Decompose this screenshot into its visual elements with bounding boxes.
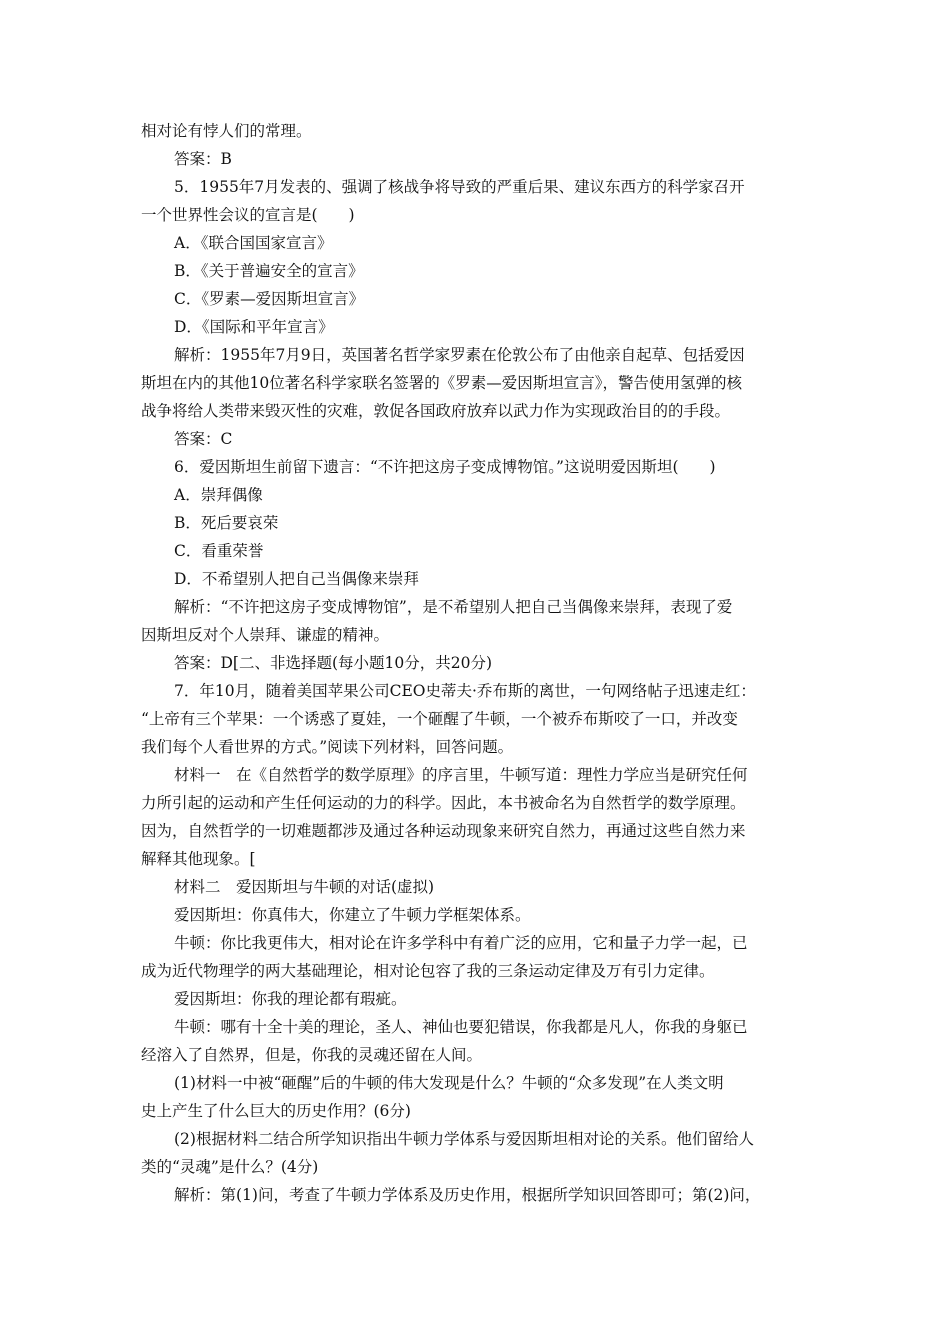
answer-line: 答案：B [174,150,232,168]
option-line: A．《联合国国家宣言》 [174,234,333,252]
text-line: 解释其他现象。[ [141,850,256,868]
question-line: 7．年10月，随着美国苹果公司CEO史蒂夫·乔布斯的离世，一句网络帖子迅速走红： [174,682,756,700]
text-line: 史上产生了什么巨大的历史作用？(6分) [141,1102,411,1120]
text-line: 经溶入了自然界，但是，你我的灵魂还留在人间。 [141,1046,483,1064]
answer-line: 答案：C [174,430,233,448]
material-line: 材料一 在《自然哲学的数学原理》的序言里，牛顿写道：理性力学应当是研究任何 [174,766,748,784]
dialogue-line: 牛顿：哪有十全十美的理论，圣人、神仙也要犯错误，你我都是凡人，你我的身躯已 [174,1018,748,1036]
text-line: 战争将给人类带来毁灭性的灾难，敦促各国政府放弃以武力作为实现政治目的的手段。 [141,402,731,420]
sub-question-line: (2)根据材料二结合所学知识指出牛顿力学体系与爱因斯坦相对论的关系。他们留给人 [174,1130,754,1148]
text-line: 相对论有悖人们的常理。 [141,122,312,140]
dialogue-line: 爱因斯坦：你我的理论都有瑕疵。 [174,990,407,1008]
option-line: C．看重荣誉 [174,542,264,560]
text-line: 因为，自然哲学的一切难题都涉及通过各种运动现象来研究自然力，再通过这些自然力来 [141,822,746,840]
material-line: 材料二 爱因斯坦与牛顿的对话(虚拟) [174,878,435,896]
question-line: 6．爱因斯坦生前留下遗言：“不许把这房子变成博物馆。”这说明爱因斯坦( ) [174,458,716,476]
analysis-line: 解析：第(1)问，考查了牛顿力学体系及历史作用，根据所学知识回答即可；第(2)问， [174,1186,761,1204]
option-line: D．不希望别人把自己当偶像来崇拜 [174,570,419,588]
dialogue-line: 牛顿：你比我更伟大，相对论在许多学科中有着广泛的应用，它和量子力学一起，已 [174,934,748,952]
option-line: D．《国际和平年宣言》 [174,318,334,336]
analysis-line: 解析：1955年7月9日，英国著名哲学家罗素在伦敦公布了由他亲自起草、包括爱因 [174,346,745,364]
option-line: A．崇拜偶像 [174,486,263,504]
text-line: 一个世界性会议的宣言是( ) [141,206,355,224]
text-line: 类的“灵魂”是什么？(4分) [141,1158,319,1176]
text-line: 因斯坦反对个人崇拜、谦虚的精神。 [141,626,390,644]
answer-line: 答案：D[二、非选择题(每小题10分，共20分) [174,654,493,672]
text-line: 斯坦在内的其他10位著名科学家联名签署的《罗素—爱因斯坦宣言》，警告使用氢弹的核 [141,374,742,392]
question-line: 5．1955年7月发表的、强调了核战争将导致的严重后果、建议东西方的科学家召开 [174,178,745,196]
option-line: C．《罗素—爱因斯坦宣言》 [174,290,365,308]
text-line: 力所引起的运动和产生任何运动的力的科学。因此，本书被命名为自然哲学的数学原理。 [141,794,746,812]
option-line: B．死后要哀荣 [174,514,279,532]
dialogue-line: 爱因斯坦：你真伟大，你建立了牛顿力学框架体系。 [174,906,531,924]
analysis-line: 解析：“不许把这房子变成博物馆”，是不希望别人把自己当偶像来崇拜，表现了爱 [174,598,733,616]
text-line: 我们每个人看世界的方式。”阅读下列材料，回答问题。 [141,738,514,756]
text-line: 成为近代物理学的两大基础理论，相对论包容了我的三条运动定律及万有引力定律。 [141,962,715,980]
text-line: “上帝有三个苹果：一个诱惑了夏娃，一个砸醒了牛顿，一个被乔布斯咬了一口，并改变 [141,710,738,728]
option-line: B．《关于普遍安全的宣言》 [174,262,364,280]
sub-question-line: (1)材料一中被“砸醒”后的牛顿的伟大发现是什么？牛顿的“众多发现”在人类文明 [174,1074,724,1092]
